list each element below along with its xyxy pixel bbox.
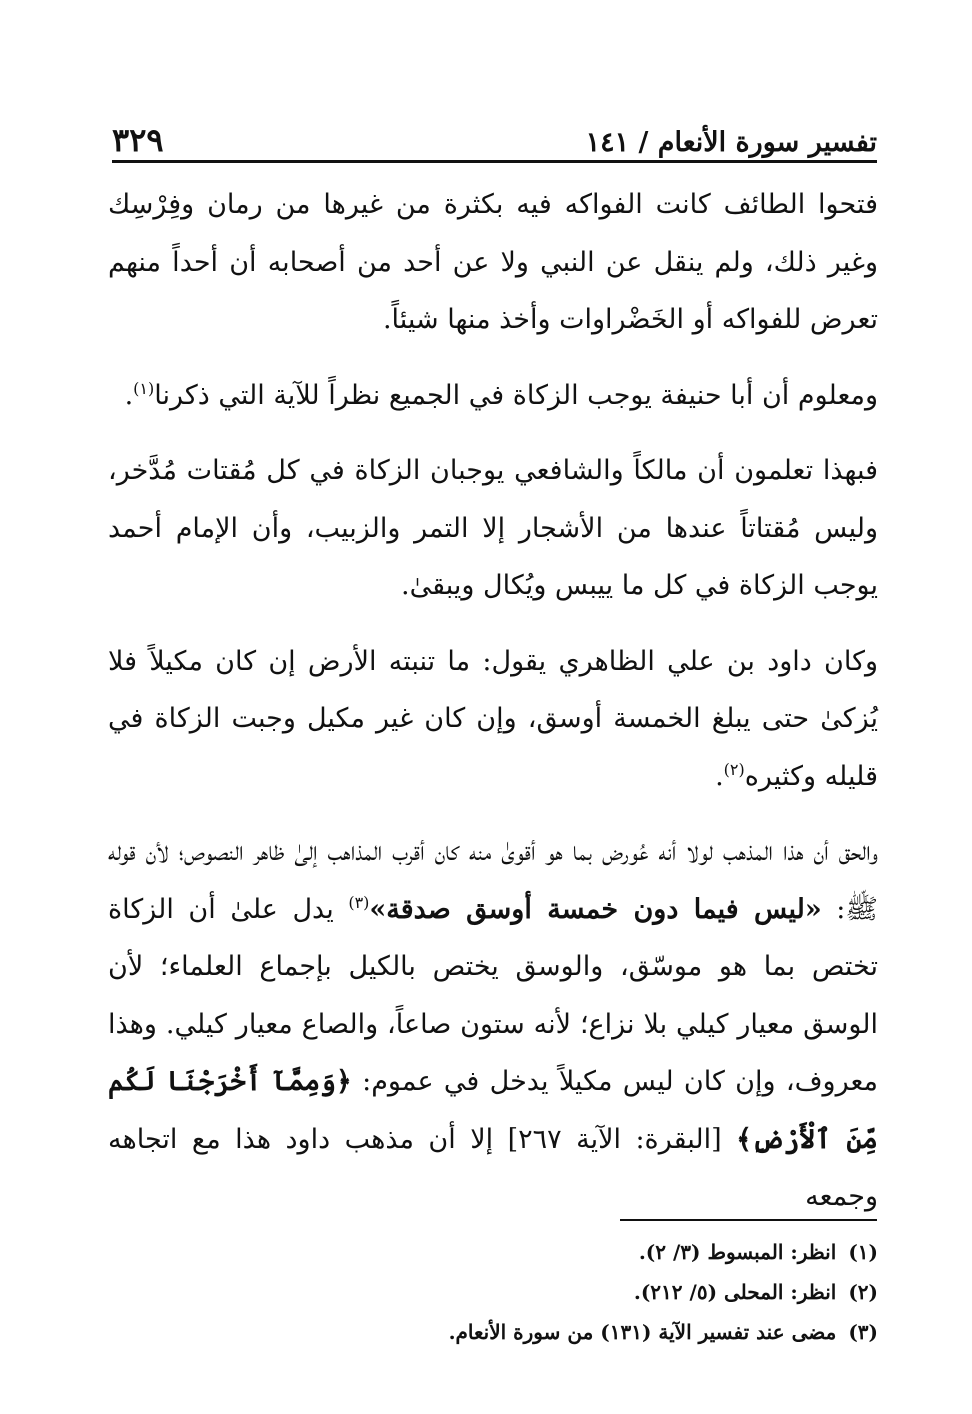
footnote-number: (٣) xyxy=(848,1320,878,1344)
quran-verse: ﴿وَمِمَّآ أَخْرَجْنَا لَكُم مِّنَ ٱلْأَرْضِ﴾ xyxy=(108,1066,878,1155)
footnote xyxy=(108,1312,878,1352)
hadith-quote: «ليس فيما دون خمسة أوسق صدقة» xyxy=(369,893,822,925)
footnote xyxy=(108,1272,878,1312)
paragraph: وكان داود بن علي الظاهري يقول: ما تنبته الأرض إن كان مكيلاً فلا يُزكىٰ حتى يبلغ الخمسة أوسق، وإن كان غير مكيل وجبت الزكاة في قليله وكثيره$^{(٢)}$. xyxy=(108,645,878,792)
footnote-ref[interactable]: (١) xyxy=(133,378,155,398)
paragraph: فبهذا تعلمون أن مالكاً والشافعي يوجبان الزكاة في كل مُقتات مُدَّخر، وليس مُقتاتاً عندها من الأشجار إلا التمر والزبيب، وأن الإمام أحمد يوجب الزكاة في كل ما ييبس ويُكال ويبقىٰ. xyxy=(108,455,878,601)
paragraph: والحق أن هذا المذهب لولا أنه عُورض بما هو أقوىٰ منه كان أقرب المذاهب إلىٰ ظاهر النصوص؛ لأن قوله ﷺ: «ليس فيما دون خمسة أوسق صدقة»$^{(٣)}$ يدل علىٰ أن الزكاة تختص بما هو موسّق، والوسق يختص بالكيل بإجماع العلماء؛ لأن الوسق معيار كيلي بلا نزاع؛ لأنه ستون صاعاً، والصاع معيار كيلي. وهذا معروف، وإن كان ليس مكيلاً يدخل في عموم: ﴿وَمِمَّآ أَخْرَجْنَا لَكُم مِّنَ ٱلْأَرْضِ﴾ [البقرة: الآية ٢٦٧] إلا أن مذهب داود هذا مع اتجاهه وجمعه xyxy=(108,836,879,1212)
header-rule xyxy=(112,160,877,163)
footnote-ref[interactable]: (٣) xyxy=(348,892,370,912)
footnote-ref[interactable]: (٢) xyxy=(723,759,745,779)
main-text xyxy=(108,176,878,1244)
footnote-number: (٢) xyxy=(848,1280,878,1304)
footnote-number: (١) xyxy=(848,1240,878,1264)
running-header xyxy=(112,108,877,159)
header-title: تفسير سورة الأنعام / ١٤١ xyxy=(585,127,877,158)
footnote-text: انظر: المبسوط (٣/ ٢). xyxy=(638,1240,837,1264)
footnotes xyxy=(108,1232,878,1352)
paragraph: فتحوا الطائف كانت الفواكه فيه بكثرة من غيرها من رمان وفِرْسِك وغير ذلك، ولم ينقل عن النبي ولا عن أحد من أصحابه أن أحداً منهم تعرض للفواكه أو الخَضْراوات وأخذ منها شيئاً. xyxy=(108,189,878,335)
footnote-text: مضى عند تفسير الآية (١٣١) من سورة الأنعام. xyxy=(448,1320,837,1344)
footnote-rule xyxy=(620,1219,877,1221)
footnote-text: انظر: المحلى (٥/ ٢١٢). xyxy=(633,1280,837,1304)
paragraph: ومعلوم أن أبا حنيفة يوجب الزكاة في الجميع نظراً للآية التي ذكرنا$^{(١)}$. xyxy=(124,378,878,411)
footnote xyxy=(108,1232,878,1272)
page-number: ٣٢٩ xyxy=(112,121,164,159)
